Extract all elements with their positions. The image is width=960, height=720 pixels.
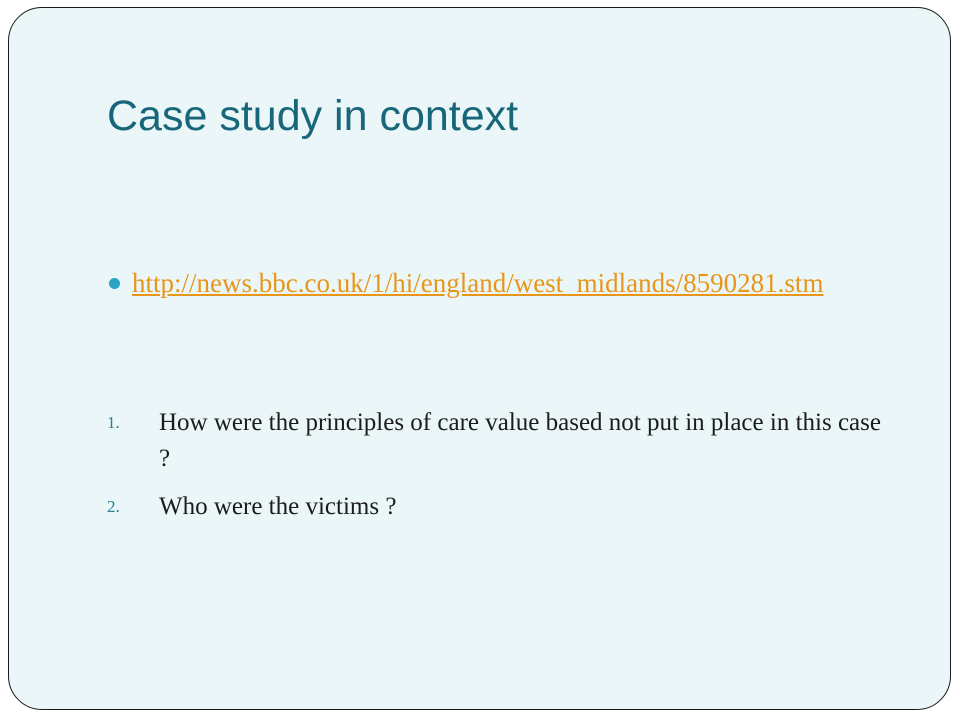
question-list [107,405,897,537]
question-number-1: 1. [107,413,120,432]
slide-title: Case study in context [107,92,519,140]
question-number-2: 2. [107,497,120,516]
question-text-1: How were the principles of care value based not put in place in this case ? [159,409,881,472]
bbc-news-link[interactable]: http://news.bbc.co.uk/1/hi/england/west_midlands/8590281.stm [132,268,824,298]
question-item-2 [107,489,897,525]
question-item-1 [107,405,897,477]
slide [8,7,951,710]
bullet-dot-icon [109,278,120,289]
question-text-2: Who were the victims ? [159,493,397,520]
